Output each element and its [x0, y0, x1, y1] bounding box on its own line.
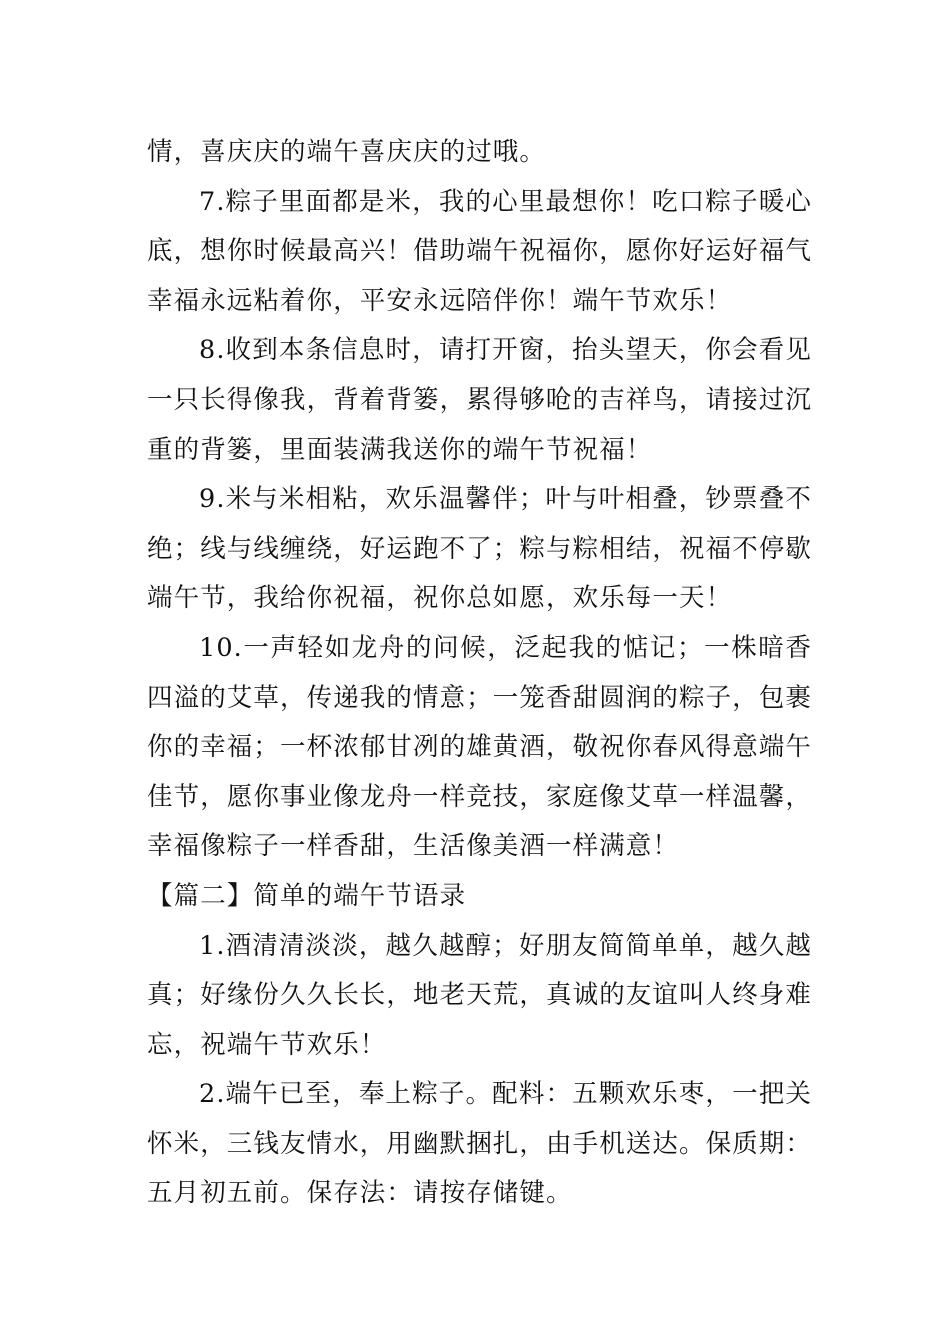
paragraph-item-7: 7.粽子里面都是米，我的心里最想你！吃口粽子暖心底，想你时候最高兴！借助端午祝福你，愿你好运好福气幸福永远粘着你，平安永远陪伴你！端午节欢乐！ [147, 186, 813, 316]
paragraph-item-10: 10.一声轻如龙舟的问候，泛起我的惦记；一株暗香四溢的艾草，传递我的情意；一笼香甜圆润的粽子，包裹你的幸福；一杯浓郁甘冽的雄黄酒，敬祝你春风得意端午佳节，愿你事业像龙舟一样竞技，家庭像艾草一样温馨，幸福像粽子一样香甜，生活像美酒一样满意！ [147, 632, 813, 862]
section-heading: 【篇二】简单的端午节语录 [147, 880, 467, 911]
paragraph-item-8: 8.收到本条信息时，请打开窗，抬头望天，你会看见一只长得像我，背着背篓，累得够呛的吉祥鸟，请接过沉重的背篓，里面装满我送你的端午节祝福！ [147, 335, 813, 465]
section-paragraph-item-1: 1.酒清清淡淡，越久越醇；好朋友简简单单，越久越真；好缘份久久长长，地老天荒，真诚的友谊叫人终身难忘，祝端午节欢乐！ [147, 930, 813, 1060]
document-body [147, 128, 812, 1219]
paragraph-item-9: 9.米与米相粘，欢乐温馨伴；叶与叶相叠，钞票叠不绝；线与线缠绕，好运跑不了；粽与粽相结，祝福不停歇端午节，我给你祝福，祝你总如愿，欢乐每一天！ [147, 484, 813, 614]
section-paragraph-item-2: 2.端午已至，奉上粽子。配料：五颗欢乐枣，一把关怀米，三钱友情水，用幽默捆扎，由手机送达。保质期：五月初五前。保存法：请按存储键。 [147, 1079, 813, 1209]
paragraph-continuation: 情，喜庆庆的端午喜庆庆的过哦。 [147, 137, 547, 167]
